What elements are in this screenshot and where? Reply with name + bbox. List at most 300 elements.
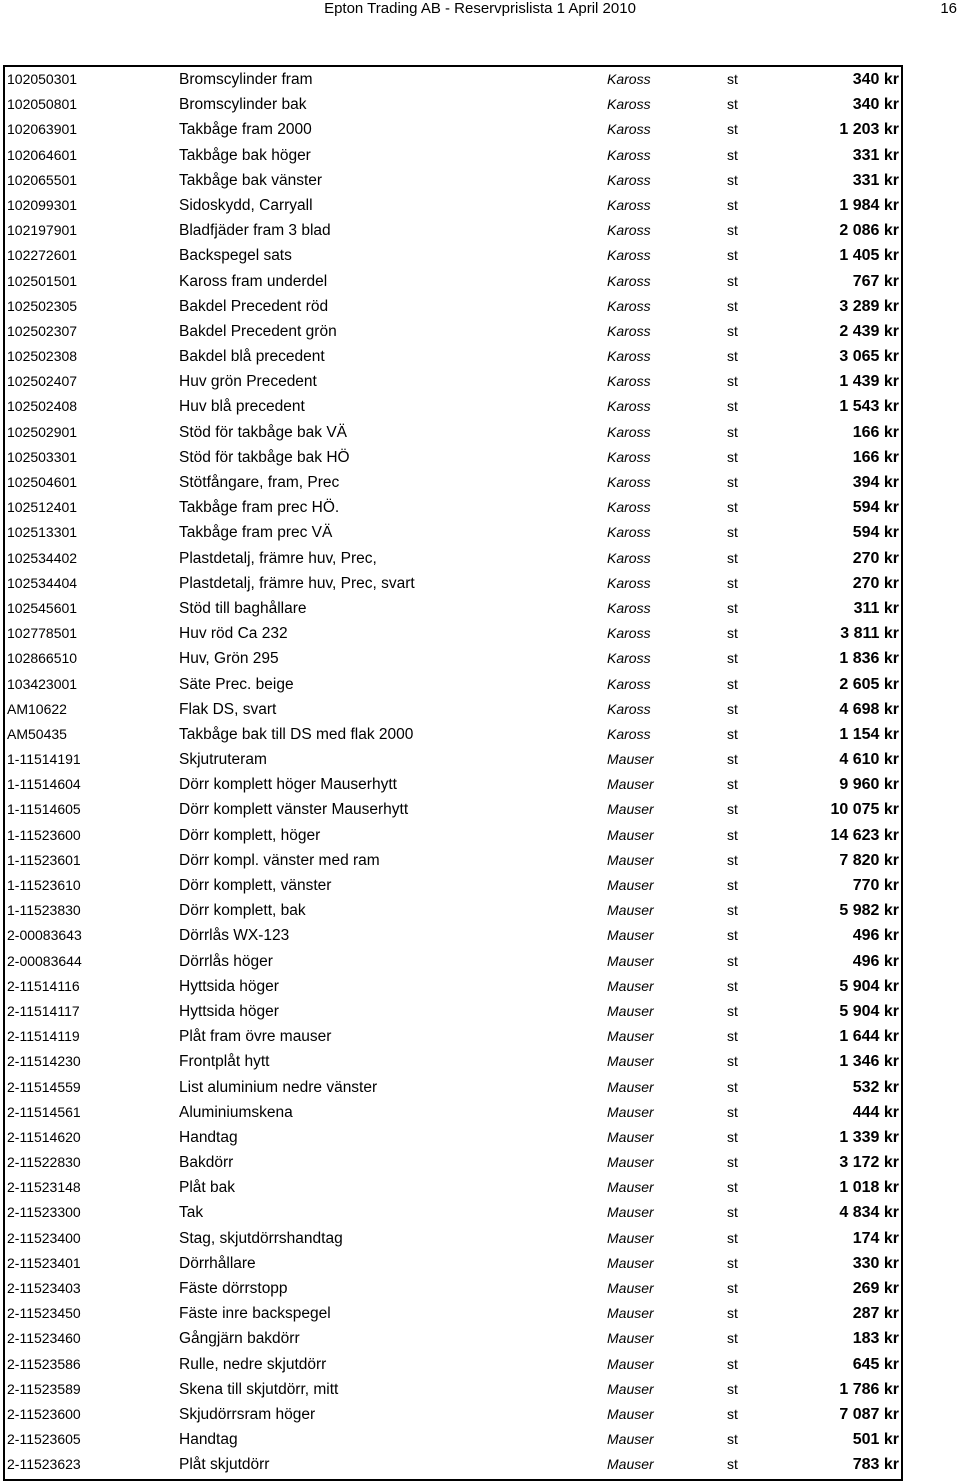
part-description: Fäste inre backspegel [179, 1305, 331, 1323]
part-number: 2-11523605 [7, 1431, 81, 1448]
part-unit: st [727, 927, 738, 944]
part-number: 1-11523601 [7, 851, 81, 868]
part-unit: st [727, 977, 738, 994]
table-row [5, 571, 901, 596]
part-category: Kaross [607, 700, 651, 717]
part-category: Kaross [607, 448, 651, 465]
part-number: 2-11523450 [7, 1305, 81, 1322]
part-price: 166 kr [852, 448, 899, 466]
part-description: Handtag [179, 1431, 238, 1449]
part-unit: st [727, 599, 738, 616]
part-number: 2-11523589 [7, 1380, 81, 1397]
part-category: Kaross [607, 398, 651, 415]
table-row [5, 546, 901, 571]
part-description: Stöd för takbåge bak HÖ [179, 448, 350, 466]
table-row [5, 117, 901, 142]
part-unit: st [727, 474, 738, 490]
table-row [5, 772, 901, 797]
part-category: Kaross [607, 650, 651, 667]
part-unit: st [727, 1028, 738, 1045]
part-description: Dörr komplett, bak [179, 902, 306, 920]
part-number: AM50435 [7, 725, 67, 742]
part-unit: st [727, 700, 738, 717]
part-number: 102050801 [7, 96, 78, 113]
part-unit: st [727, 902, 738, 919]
part-price: 270 kr [852, 574, 899, 592]
part-price: 1 339 kr [839, 1128, 899, 1146]
part-price: 1 405 kr [839, 247, 899, 265]
part-unit: st [727, 423, 738, 440]
part-number: 102512401 [7, 499, 78, 516]
part-price: 174 kr [852, 1229, 899, 1247]
table-row [5, 269, 901, 294]
part-price: 1 984 kr [839, 196, 899, 214]
part-description: Stötfångare, fram, Prec [179, 474, 340, 491]
part-description: Kaross fram underdel [179, 272, 328, 290]
part-number: 2-00083644 [7, 952, 82, 969]
part-price: 330 kr [852, 1254, 899, 1272]
part-unit: st [727, 1405, 738, 1422]
part-number: 102534402 [7, 549, 78, 566]
part-number: AM10622 [7, 700, 67, 717]
part-description: Bakdörr [179, 1154, 234, 1172]
part-description: Bladfjäder fram 3 blad [179, 222, 331, 240]
table-row [5, 1301, 901, 1326]
part-description: Fäste dörrstopp [179, 1280, 288, 1297]
part-description: Bromscylinder bak [179, 96, 307, 114]
part-unit: st [727, 1179, 738, 1196]
part-unit: st [727, 675, 738, 692]
table-row [5, 67, 901, 92]
part-description: Rulle, nedre skjutdörr [179, 1355, 327, 1373]
table-row [5, 470, 901, 495]
part-number: 102099301 [7, 196, 78, 213]
part-category: Mauser [607, 1028, 654, 1045]
table-row [5, 747, 901, 772]
part-unit: st [727, 1254, 738, 1271]
part-unit: st [727, 826, 738, 843]
part-category: Kaross [607, 423, 651, 440]
table-row [5, 999, 901, 1024]
part-category: Kaross [607, 121, 651, 138]
part-number: 2-11522830 [7, 1154, 81, 1171]
part-price: 1 018 kr [839, 1179, 899, 1197]
part-unit: st [727, 247, 738, 264]
part-price: 1 836 kr [839, 650, 899, 668]
part-price: 3 172 kr [839, 1154, 899, 1172]
part-description: Takbåge bak till DS med flak 2000 [179, 725, 414, 743]
page-number: 16 [940, 0, 957, 17]
part-unit: st [727, 650, 738, 667]
part-unit: st [727, 524, 738, 541]
table-row [5, 369, 901, 394]
part-unit: st [727, 171, 738, 188]
part-category: Kaross [607, 574, 651, 591]
part-unit: st [727, 877, 738, 893]
part-number: 2-11523148 [7, 1179, 81, 1196]
part-number: 2-00083643 [7, 927, 82, 944]
table-row [5, 344, 901, 369]
part-number: 2-11523623 [7, 1456, 81, 1473]
part-unit: st [727, 1154, 738, 1171]
part-category: Kaross [607, 499, 651, 516]
table-row [5, 596, 901, 621]
part-number: 102502408 [7, 398, 78, 415]
part-description: Hyttsida höger [179, 977, 279, 995]
part-description: Handtag [179, 1128, 238, 1146]
table-row [5, 646, 901, 671]
part-price: 594 kr [852, 499, 899, 517]
table-row [5, 621, 901, 646]
table-row [5, 1150, 901, 1175]
part-price: 1 439 kr [839, 373, 899, 391]
part-description: Dörrlås WX-123 [179, 927, 290, 945]
part-description: Huv blå precedent [179, 398, 305, 416]
part-category: Mauser [607, 1154, 654, 1171]
part-number: 102050301 [7, 71, 78, 87]
part-number: 102065501 [7, 171, 78, 188]
table-row [5, 1226, 901, 1251]
page-header [0, 0, 960, 20]
table-row [5, 672, 901, 697]
table-row [5, 1326, 901, 1351]
part-unit: st [727, 1431, 738, 1448]
part-number: 103423001 [7, 675, 78, 692]
part-description: Takbåge fram prec VÄ [179, 524, 333, 542]
part-price: 10 075 kr [830, 801, 899, 819]
part-price: 287 kr [852, 1305, 899, 1323]
table-row [5, 495, 901, 520]
table-row [5, 520, 901, 545]
table-row [5, 294, 901, 319]
part-number: 2-11514561 [7, 1103, 81, 1120]
table-row [5, 949, 901, 974]
part-category: Mauser [607, 1002, 654, 1019]
part-category: Kaross [607, 171, 651, 188]
table-row [5, 218, 901, 243]
part-unit: st [727, 1103, 738, 1120]
part-description: Huv, Grön 295 [179, 650, 279, 668]
part-description: Dörr komplett, höger [179, 826, 321, 844]
table-row [5, 1049, 901, 1074]
part-unit: st [727, 851, 738, 868]
part-number: 102545601 [7, 599, 78, 616]
part-category: Mauser [607, 851, 654, 868]
part-category: Mauser [607, 1229, 654, 1246]
part-description: Huv grön Precedent [179, 373, 317, 391]
part-unit: st [727, 1305, 738, 1322]
part-number: 102501501 [7, 272, 78, 289]
part-category: Kaross [607, 297, 651, 314]
part-description: Dörr kompl. vänster med ram [179, 851, 380, 869]
price-list-table [3, 65, 903, 1481]
part-number: 102502308 [7, 348, 78, 365]
part-number: 1-11523830 [7, 902, 81, 919]
part-number: 2-11514117 [7, 1002, 80, 1019]
part-number: 1-11514191 [7, 751, 81, 768]
part-unit: st [727, 549, 738, 566]
part-unit: st [727, 751, 738, 768]
part-category: Mauser [607, 1078, 654, 1095]
part-description: Plastdetalj, främre huv, Prec, svart [179, 574, 415, 592]
part-number: 2-11514116 [7, 977, 80, 994]
table-row [5, 1377, 901, 1402]
part-number: 2-11523460 [7, 1330, 81, 1347]
part-number: 1-11523610 [7, 877, 81, 893]
part-number: 102778501 [7, 625, 78, 642]
part-unit: st [727, 196, 738, 213]
part-description: Skjutruteram [179, 751, 267, 769]
part-price: 183 kr [852, 1330, 899, 1348]
part-description: Stöd till baghållare [179, 599, 307, 617]
part-category: Mauser [607, 826, 654, 843]
part-unit: st [727, 1280, 738, 1296]
part-number: 2-11523400 [7, 1229, 81, 1246]
part-description: Takbåge fram prec HÖ. [179, 499, 340, 517]
part-price: 501 kr [852, 1431, 899, 1449]
part-description: Bakdel Precedent röd [179, 297, 329, 315]
part-description: Säte Prec. beige [179, 675, 294, 693]
part-unit: st [727, 222, 738, 239]
part-price: 4 834 kr [839, 1204, 899, 1222]
part-category: Mauser [607, 1204, 654, 1221]
table-row [5, 1075, 901, 1100]
part-price: 783 kr [852, 1456, 899, 1474]
part-description: Tak [179, 1204, 204, 1222]
part-unit: st [727, 373, 738, 390]
part-unit: st [727, 71, 738, 87]
part-description: Gångjärn bakdörr [179, 1330, 300, 1348]
part-number: 102064601 [7, 146, 78, 163]
part-unit: st [727, 1380, 738, 1397]
part-category: Kaross [607, 549, 651, 566]
part-description: Aluminiumskena [179, 1103, 293, 1121]
part-price: 340 kr [852, 71, 899, 88]
part-category: Mauser [607, 902, 654, 919]
part-price: 1 203 kr [839, 121, 899, 139]
part-number: 1-11514605 [7, 801, 81, 818]
part-description: Dörr komplett, vänster [179, 877, 332, 894]
table-row [5, 168, 901, 193]
part-category: Mauser [607, 1456, 654, 1473]
part-unit: st [727, 297, 738, 314]
part-price: 166 kr [852, 423, 899, 441]
part-price: 4 698 kr [839, 700, 899, 718]
part-price: 594 kr [852, 524, 899, 542]
part-category: Kaross [607, 196, 651, 213]
part-number: 102272601 [7, 247, 78, 264]
part-category: Mauser [607, 1280, 654, 1296]
part-category: Mauser [607, 877, 654, 893]
table-row [5, 319, 901, 344]
part-price: 5 982 kr [839, 902, 899, 920]
part-unit: st [727, 1330, 738, 1347]
part-description: Backspegel sats [179, 247, 292, 265]
part-category: Kaross [607, 373, 651, 390]
part-number: 102513301 [7, 524, 78, 541]
part-description: Plåt skjutdörr [179, 1456, 270, 1474]
part-price: 394 kr [852, 474, 899, 491]
part-price: 5 904 kr [839, 1002, 899, 1020]
part-description: Takbåge bak vänster [179, 171, 323, 189]
table-row [5, 445, 901, 470]
part-unit: st [727, 952, 738, 969]
part-price: 4 610 kr [839, 751, 899, 769]
table-row [5, 243, 901, 268]
part-unit: st [727, 801, 738, 818]
part-price: 444 kr [852, 1103, 899, 1121]
part-price: 3 065 kr [839, 348, 899, 366]
table-row [5, 1452, 901, 1477]
part-description: Flak DS, svart [179, 700, 277, 718]
part-number: 2-11523586 [7, 1355, 81, 1372]
part-price: 2 439 kr [839, 322, 899, 340]
part-unit: st [727, 776, 738, 793]
part-description: Bakdel blå precedent [179, 348, 325, 366]
part-number: 2-11514119 [7, 1028, 80, 1045]
part-category: Kaross [607, 272, 651, 289]
part-category: Kaross [607, 71, 651, 87]
part-price: 9 960 kr [839, 776, 899, 794]
part-category: Mauser [607, 1103, 654, 1120]
part-description: Plastdetalj, främre huv, Prec, [179, 549, 377, 567]
table-row [5, 1352, 901, 1377]
part-unit: st [727, 1128, 738, 1145]
part-category: Kaross [607, 146, 651, 163]
part-price: 2 605 kr [839, 675, 899, 693]
part-category: Mauser [607, 1431, 654, 1448]
part-number: 2-11523401 [7, 1254, 81, 1271]
table-row [5, 1276, 901, 1301]
table-row [5, 1175, 901, 1200]
part-number: 102534404 [7, 574, 78, 591]
part-number: 2-11514559 [7, 1078, 81, 1095]
part-description: Skjudörrsram höger [179, 1405, 316, 1423]
part-description: Skena till skjutdörr, mitt [179, 1380, 339, 1398]
part-category: Mauser [607, 1380, 654, 1397]
part-description: List aluminium nedre vänster [179, 1078, 378, 1096]
table-row [5, 1251, 901, 1276]
part-price: 1 786 kr [839, 1380, 899, 1398]
part-unit: st [727, 398, 738, 415]
part-description: Stag, skjutdörrshandtag [179, 1229, 343, 1247]
part-number: 102502307 [7, 322, 78, 339]
table-row [5, 92, 901, 117]
table-row [5, 1402, 901, 1427]
part-description: Dörrhållare [179, 1254, 256, 1272]
part-category: Kaross [607, 348, 651, 365]
part-description: Huv röd Ca 232 [179, 625, 288, 643]
part-number: 102197901 [7, 222, 78, 239]
part-price: 3 289 kr [839, 297, 899, 315]
part-number: 2-11523403 [7, 1280, 81, 1296]
part-category: Mauser [607, 1305, 654, 1322]
part-category: Mauser [607, 927, 654, 944]
part-category: Kaross [607, 247, 651, 264]
table-row [5, 797, 901, 822]
table-row [5, 394, 901, 419]
part-description: Bromscylinder fram [179, 71, 313, 88]
part-category: Kaross [607, 625, 651, 642]
part-number: 102502305 [7, 297, 78, 314]
part-description: Takbåge fram 2000 [179, 121, 312, 139]
part-price: 14 623 kr [830, 826, 899, 844]
part-unit: st [727, 322, 738, 339]
part-price: 7 820 kr [839, 851, 899, 869]
part-category: Mauser [607, 801, 654, 818]
part-description: Takbåge bak höger [179, 146, 311, 164]
part-unit: st [727, 348, 738, 365]
table-row [5, 848, 901, 873]
part-unit: st [727, 725, 738, 742]
part-category: Mauser [607, 977, 654, 994]
part-category: Kaross [607, 725, 651, 742]
part-category: Kaross [607, 675, 651, 692]
part-description: Plåt fram övre mauser [179, 1028, 332, 1046]
part-number: 2-11514620 [7, 1128, 81, 1145]
part-category: Mauser [607, 1355, 654, 1372]
part-number: 102502901 [7, 423, 78, 440]
part-unit: st [727, 625, 738, 642]
table-row [5, 143, 901, 168]
table-row [5, 193, 901, 218]
part-description: Dörr komplett höger Mauserhytt [179, 776, 397, 794]
part-category: Mauser [607, 776, 654, 793]
part-description: Dörrlås höger [179, 952, 273, 970]
part-category: Mauser [607, 952, 654, 969]
part-unit: st [727, 499, 738, 516]
part-number: 102063901 [7, 121, 78, 138]
part-category: Mauser [607, 1330, 654, 1347]
part-category: Mauser [607, 1053, 654, 1070]
part-number: 102866510 [7, 650, 78, 667]
part-price: 1 154 kr [839, 725, 899, 743]
part-category: Mauser [607, 1128, 654, 1145]
part-number: 102504601 [7, 474, 78, 490]
part-price: 269 kr [852, 1280, 899, 1297]
table-row [5, 722, 901, 747]
part-category: Mauser [607, 1179, 654, 1196]
part-category: Kaross [607, 474, 651, 490]
table-row [5, 1427, 901, 1452]
part-number: 2-11523300 [7, 1204, 81, 1221]
part-price: 496 kr [852, 952, 899, 970]
part-price: 7 087 kr [839, 1405, 899, 1423]
part-description: Hyttsida höger [179, 1002, 279, 1020]
part-number: 2-11523600 [7, 1405, 81, 1422]
part-number: 102502407 [7, 373, 78, 390]
table-row [5, 697, 901, 722]
part-unit: st [727, 146, 738, 163]
part-price: 340 kr [852, 96, 899, 114]
price-list-rows [5, 67, 901, 1478]
part-unit: st [727, 1204, 738, 1221]
part-price: 532 kr [852, 1078, 899, 1096]
part-description: Frontplåt hytt [179, 1053, 270, 1071]
part-number: 1-11523600 [7, 826, 81, 843]
part-category: Kaross [607, 599, 651, 616]
part-price: 311 kr [853, 599, 899, 617]
part-description: Bakdel Precedent grön [179, 322, 337, 340]
table-row [5, 923, 901, 948]
part-category: Kaross [607, 222, 651, 239]
part-unit: st [727, 574, 738, 591]
part-unit: st [727, 121, 738, 138]
part-price: 1 644 kr [839, 1028, 899, 1046]
part-category: Mauser [607, 751, 654, 768]
part-description: Stöd för takbåge bak VÄ [179, 423, 348, 441]
part-unit: st [727, 1078, 738, 1095]
